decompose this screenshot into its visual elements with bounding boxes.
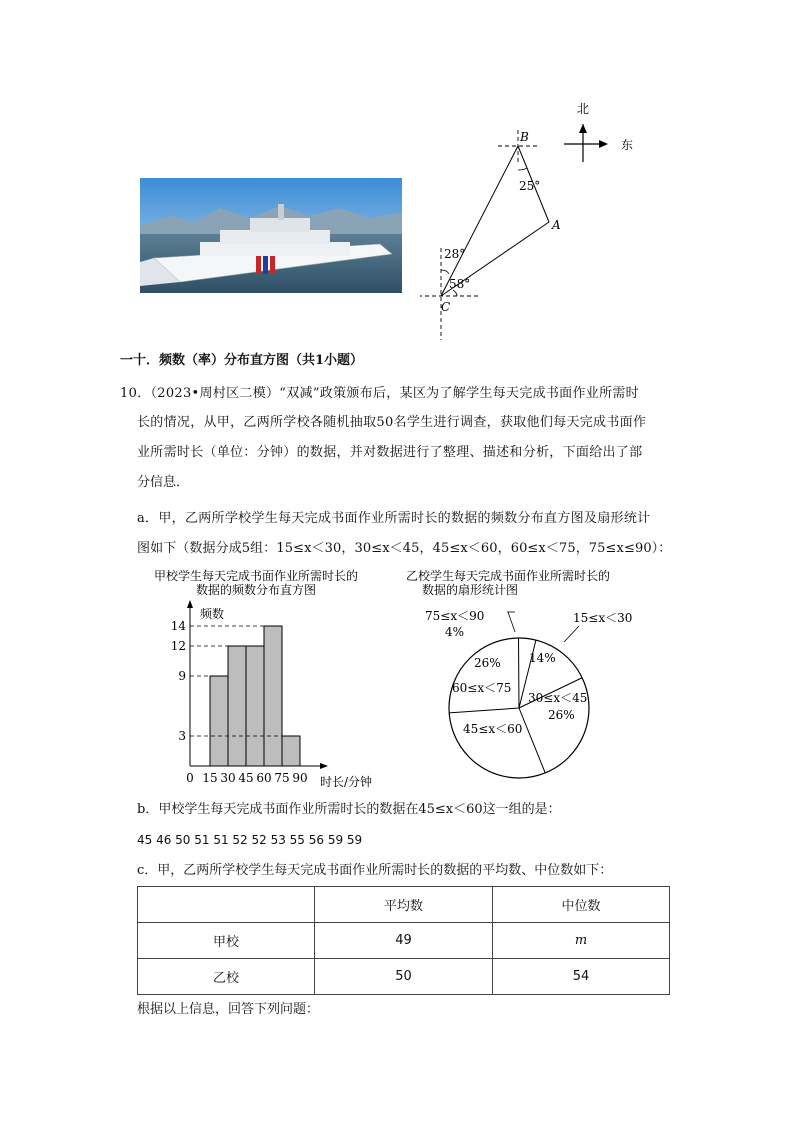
histogram-y-tick: 9 bbox=[178, 669, 186, 683]
pie-leader-line bbox=[508, 612, 515, 632]
pie-slice-label: 45≤x＜60 bbox=[463, 722, 523, 736]
pie-slice-percent: 14% bbox=[529, 651, 556, 665]
north-label: 北 bbox=[576, 102, 590, 116]
histogram-title-line-1: 甲校学生每天完成书面作业所需时长的 bbox=[153, 569, 359, 583]
table-row bbox=[138, 923, 670, 959]
histogram-y-tick: 14 bbox=[170, 619, 186, 633]
point-b-label: B bbox=[520, 130, 529, 144]
table-cell: 甲校 bbox=[138, 923, 315, 959]
table-cell: 乙校 bbox=[138, 959, 315, 995]
histogram-x-tick: 0 bbox=[186, 771, 194, 785]
pie-slice-label: 60≤x＜75 bbox=[452, 681, 512, 695]
histogram-x-tick: 45 bbox=[238, 771, 254, 785]
info-c-line: c．甲，乙两所学校学生每天完成书面作业所需时长的数据的平均数、中位数如下： bbox=[137, 863, 613, 878]
east-label: 东 bbox=[621, 138, 634, 152]
navigation-figure bbox=[420, 98, 660, 343]
angle-58-label: 58° bbox=[449, 277, 471, 291]
x-axis-arrow bbox=[320, 763, 328, 769]
section-title: 一十．频数（率）分布直方图（共1小题） bbox=[120, 353, 364, 368]
pie-slice-label: 30≤x＜45 bbox=[528, 691, 588, 705]
pie-slice-label: 15≤x＜30 bbox=[573, 611, 633, 625]
histogram-chart bbox=[132, 566, 392, 790]
histogram-x-tick: 60 bbox=[256, 771, 272, 785]
footer-prompt: 根据以上信息，回答下列问题： bbox=[137, 1002, 320, 1017]
histogram-x-tick: 75 bbox=[274, 771, 290, 785]
pie-chart bbox=[388, 566, 648, 790]
question-line-4: 分信息． bbox=[137, 475, 190, 490]
pie-title-line-2: 数据的扇形统计图 bbox=[421, 583, 519, 597]
histogram-x-tick: 90 bbox=[292, 771, 308, 785]
histogram-x-label: 时长/分钟 bbox=[320, 775, 373, 789]
pie-slice-percent: 26% bbox=[548, 708, 575, 722]
ship-photo bbox=[140, 178, 402, 293]
table-cell: 49 bbox=[315, 923, 493, 959]
point-c-label: C bbox=[441, 300, 451, 314]
pie-leader-line bbox=[564, 626, 579, 642]
table-cell: 50 bbox=[315, 959, 493, 995]
stats-table bbox=[137, 886, 670, 995]
info-b-data: 45 46 50 51 51 52 52 53 55 56 59 59 bbox=[137, 833, 363, 847]
pie-title-line-1: 乙校学生每天完成书面作业所需时长的 bbox=[405, 569, 611, 583]
histogram-title-line-2: 数据的频数分布直方图 bbox=[195, 583, 317, 597]
question-line-2: 长的情况，从甲，乙两所学校各随机抽取50名学生进行调查，获取他们每天完成书面作 bbox=[137, 415, 647, 430]
info-b-line: b．甲校学生每天完成书面作业所需时长的数据在45≤x＜60这一组的是： bbox=[137, 802, 561, 817]
histogram-bar bbox=[246, 646, 264, 766]
table-row bbox=[138, 959, 670, 995]
angle-28-label: 28° bbox=[444, 247, 466, 261]
pie-slice-label: 75≤x＜90 bbox=[425, 609, 485, 623]
histogram-bar bbox=[264, 626, 282, 766]
question-line-1: 10．（2023•周村区二模）“双减”政策颁布后，某区为了解学生每天完成书面作业所需时 bbox=[120, 386, 639, 401]
table-header-row bbox=[138, 887, 670, 923]
table-header-cell bbox=[138, 887, 315, 923]
question-line-3: 业所需时长（单位：分钟）的数据，并对数据进行了整理、描述和分析，下面给出了部 bbox=[137, 445, 643, 460]
histogram-x-tick: 30 bbox=[220, 771, 236, 785]
table-cell: m bbox=[493, 923, 670, 959]
table-header-cell: 平均数 bbox=[315, 887, 493, 923]
histogram-bar bbox=[228, 646, 246, 766]
angle-25-label: 25° bbox=[519, 179, 541, 193]
histogram-bar bbox=[210, 676, 228, 766]
histogram-y-label: 频数 bbox=[200, 607, 225, 621]
pie-slice-percent: 4% bbox=[445, 625, 465, 639]
histogram-y-tick: 3 bbox=[178, 729, 186, 743]
pie-slice-percent: 26% bbox=[474, 656, 501, 670]
table-header-cell: 中位数 bbox=[493, 887, 670, 923]
info-a-line-1: a．甲，乙两所学校学生每天完成书面作业所需时长的数据的频数分布直方图及扇形统计 bbox=[137, 511, 651, 526]
table-cell: 54 bbox=[493, 959, 670, 995]
info-a-line-2: 图如下（数据分成5组：15≤x＜30，30≤x＜45，45≤x＜60，60≤x＜75，75≤x≤90）： bbox=[137, 541, 672, 556]
histogram-bar bbox=[282, 736, 300, 766]
histogram-x-tick: 15 bbox=[202, 771, 218, 785]
y-axis-arrow bbox=[187, 600, 193, 608]
point-a-label: A bbox=[552, 218, 561, 232]
histogram-y-tick: 12 bbox=[170, 639, 186, 653]
